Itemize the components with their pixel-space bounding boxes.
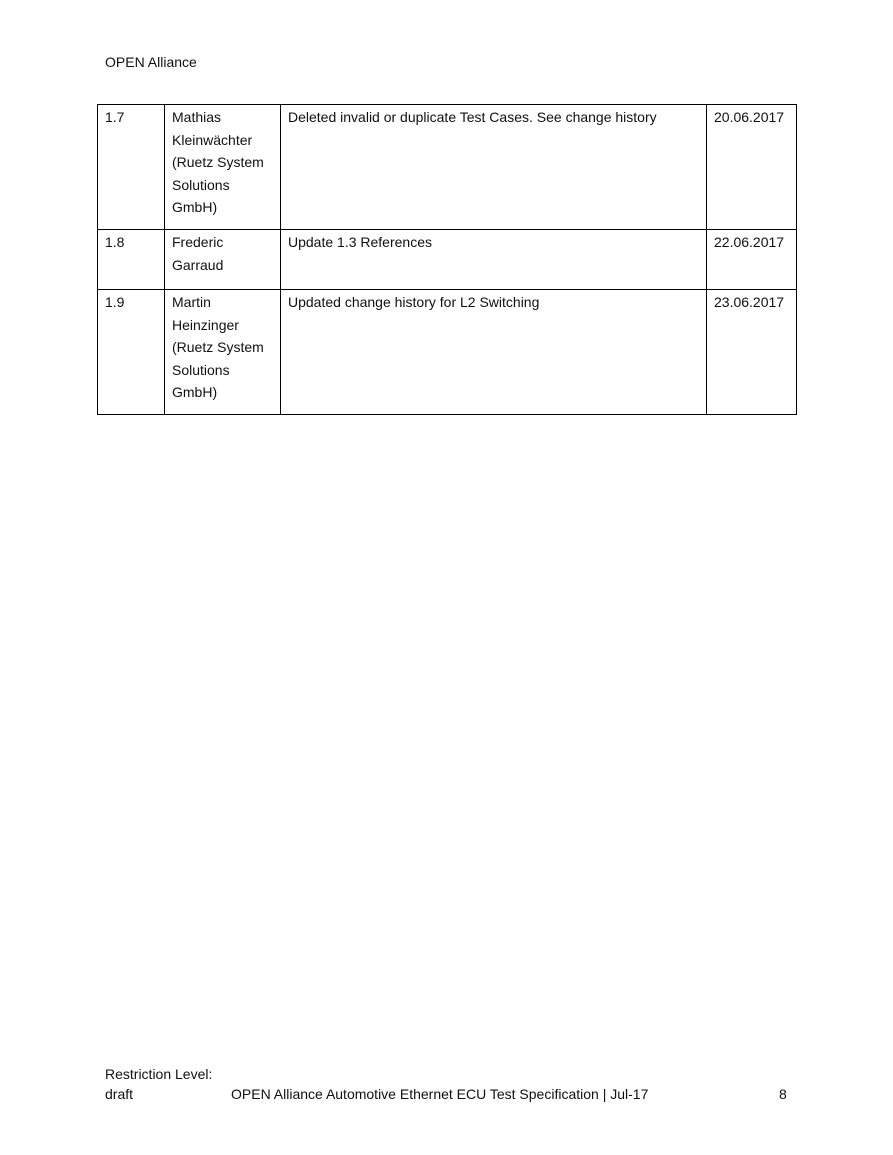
footer-restriction — [105, 1064, 212, 1104]
page-number: 8 — [779, 1086, 787, 1102]
version-cell: 1.9 — [98, 289, 165, 414]
date-cell: 20.06.2017 — [707, 105, 797, 230]
description-cell: Deleted invalid or duplicate Test Cases. See change history — [281, 105, 707, 230]
table-row — [98, 105, 797, 230]
date-cell: 22.06.2017 — [707, 229, 797, 289]
restriction-label: Restriction Level: — [105, 1066, 213, 1082]
author-cell: Frederic Garraud — [165, 229, 281, 289]
description-cell: Update 1.3 References — [281, 229, 707, 289]
author-cell: Mathias Kleinwächter (Ruetz System Solutions GmbH) — [165, 105, 281, 230]
table-row — [98, 229, 797, 289]
footer-doc-title: OPEN Alliance Automotive Ethernet ECU Test Specification | Jul-17 — [231, 1086, 649, 1102]
version-cell: 1.7 — [98, 105, 165, 230]
change-history-table — [97, 104, 797, 415]
page-header-org: OPEN Alliance — [105, 54, 197, 70]
table-row — [98, 289, 797, 414]
description-cell: Updated change history for L2 Switching — [281, 289, 707, 414]
restriction-value: draft — [105, 1086, 134, 1102]
version-cell: 1.8 — [98, 229, 165, 289]
date-cell: 23.06.2017 — [707, 289, 797, 414]
author-cell: Martin Heinzinger (Ruetz System Solutions GmbH) — [165, 289, 281, 414]
